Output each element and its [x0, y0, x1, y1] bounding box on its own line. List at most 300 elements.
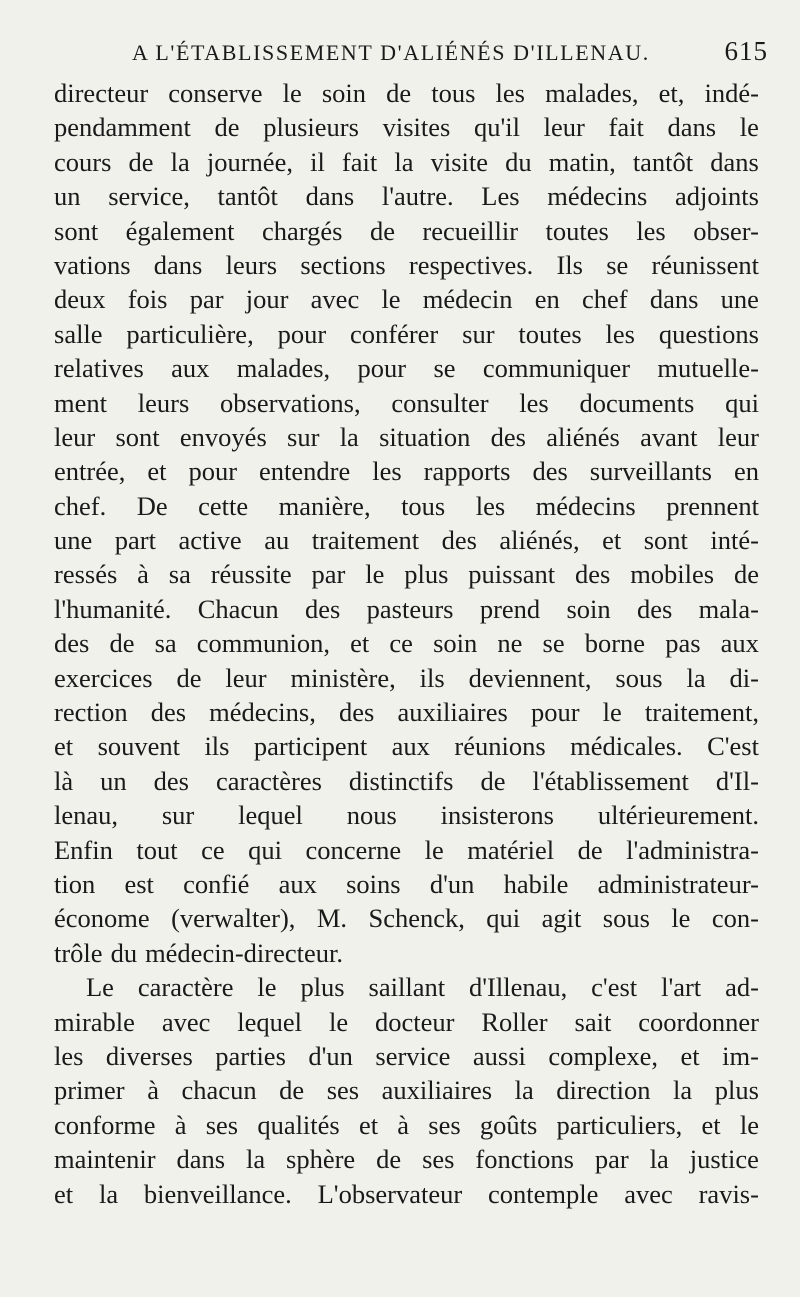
text-line	[54, 454, 759, 488]
word: chacun	[181, 1075, 257, 1106]
word: se	[433, 353, 456, 384]
word: et	[350, 628, 370, 659]
word: sur	[462, 318, 495, 349]
word: l'art	[661, 972, 702, 1003]
text-line	[54, 1177, 759, 1211]
word: avec	[310, 284, 360, 315]
word: service	[375, 1040, 451, 1071]
text-line	[54, 729, 759, 763]
word: prend	[479, 593, 541, 624]
text-line	[54, 110, 759, 144]
word: un	[54, 181, 81, 212]
word: fait	[608, 112, 644, 143]
text-line	[54, 764, 759, 798]
word: de	[214, 112, 240, 143]
word: respectives.	[408, 249, 534, 280]
word: de	[480, 765, 506, 796]
word: par	[311, 559, 346, 590]
word: plus	[404, 559, 449, 590]
word: ses	[326, 1075, 360, 1106]
word: puissant	[468, 559, 556, 590]
word: des	[153, 765, 189, 796]
word: sur	[287, 421, 320, 452]
word: conserve	[168, 78, 263, 108]
word: chef	[582, 284, 628, 315]
word: médecin	[422, 284, 513, 315]
word: tantôt	[632, 146, 694, 177]
word: aussi	[472, 1040, 526, 1071]
word: mala-	[698, 593, 759, 624]
word: avec	[161, 1006, 211, 1037]
word: les	[54, 1040, 84, 1071]
word: le	[671, 903, 691, 934]
word: d'Il-	[715, 765, 759, 796]
word: il	[310, 146, 325, 177]
word: ses	[428, 1109, 461, 1140]
word: participent	[253, 731, 368, 762]
word: à	[137, 559, 149, 590]
word: adjoints	[675, 181, 759, 212]
word: cette	[198, 490, 249, 521]
word: communiquer	[482, 353, 631, 384]
word: Schenck,	[368, 903, 465, 934]
word: ravis-	[698, 1178, 759, 1209]
word: recueillir	[422, 215, 519, 246]
word: les	[636, 215, 666, 246]
word: dans	[176, 1144, 226, 1175]
word: sphère	[286, 1144, 356, 1175]
word: les	[605, 318, 635, 349]
word: bienveillance.	[143, 1178, 292, 1209]
word: mirable	[54, 1006, 135, 1037]
word: le	[365, 559, 385, 590]
word: deviennent,	[468, 662, 592, 693]
word: en	[534, 284, 560, 315]
word: saillant	[368, 972, 446, 1003]
word: à	[147, 1075, 159, 1106]
word: Roller	[481, 1006, 548, 1037]
word: qui	[725, 387, 759, 418]
word: entrée,	[54, 456, 126, 487]
word: leur	[54, 421, 96, 452]
word: diverses	[105, 1040, 193, 1071]
word: envoyés	[179, 421, 267, 452]
word: médecin-directeur.	[145, 937, 343, 968]
word: ce	[201, 834, 225, 865]
word: traitement	[311, 525, 420, 556]
word: communion,	[196, 628, 331, 659]
text-line	[54, 489, 759, 523]
word: directeur	[54, 78, 149, 108]
word: les	[495, 78, 525, 108]
word: habile	[503, 868, 569, 899]
text-line	[54, 420, 759, 454]
word: la	[686, 662, 706, 693]
word: de	[369, 215, 395, 246]
word: vations	[54, 249, 131, 280]
word: ce	[389, 628, 413, 659]
text-line	[54, 798, 759, 832]
word: leurs	[225, 249, 278, 280]
word: (verwalter),	[171, 903, 296, 934]
word: sont	[115, 421, 160, 452]
word: du	[505, 146, 532, 177]
word: sont	[54, 215, 99, 246]
word: tous	[401, 490, 446, 521]
word: Le	[86, 972, 114, 1003]
word: des	[441, 525, 477, 556]
word: con-	[711, 903, 759, 934]
word: conférer	[350, 318, 439, 349]
page-number: 615	[724, 36, 768, 66]
word: par	[594, 1144, 629, 1175]
text-line	[54, 179, 759, 213]
word: chef.	[54, 490, 107, 521]
word: maintenir	[54, 1144, 156, 1175]
text-line	[54, 1073, 759, 1107]
text-line	[54, 626, 759, 660]
text-line	[54, 695, 759, 729]
word: plus	[300, 972, 345, 1003]
word: prennent	[666, 490, 759, 521]
word: lenau,	[54, 800, 119, 831]
word: contemple	[488, 1178, 599, 1209]
word: le	[381, 284, 401, 315]
word: coordonner	[638, 1006, 759, 1037]
word: des	[575, 559, 611, 590]
word: et	[358, 1109, 379, 1140]
word: de	[279, 1075, 305, 1106]
word: de	[577, 834, 603, 865]
word: les	[372, 456, 402, 487]
word: de	[128, 146, 154, 177]
word: pas	[665, 628, 701, 659]
word: direction	[556, 1075, 651, 1106]
word: d'un	[308, 1040, 353, 1071]
word: ministère,	[290, 662, 396, 693]
word: concerne	[305, 834, 402, 865]
word: jour	[245, 284, 289, 315]
word: dans	[667, 112, 717, 143]
word: et	[147, 456, 167, 487]
word: tion	[54, 868, 96, 899]
word: sont	[643, 525, 688, 556]
text-line	[54, 317, 759, 351]
word: inté-	[710, 525, 759, 556]
word: et	[54, 731, 74, 762]
word: à	[174, 1109, 187, 1140]
word: sait	[574, 1006, 612, 1037]
word: administrateur-	[597, 868, 759, 899]
word: avec	[624, 1178, 673, 1209]
word: visites	[382, 112, 451, 143]
word: goûts	[479, 1109, 538, 1140]
text-line	[54, 970, 759, 1004]
word: Les	[481, 181, 520, 212]
word: pour	[357, 353, 407, 384]
word: la	[673, 1075, 693, 1106]
word: le	[257, 972, 277, 1003]
word: M.	[316, 903, 348, 934]
word: des	[150, 697, 187, 728]
word: aliénés	[546, 421, 620, 452]
word: ad-	[725, 972, 759, 1003]
word: de	[176, 662, 202, 693]
word: plus	[714, 1075, 759, 1106]
word: souvent	[97, 731, 180, 762]
word: ses	[422, 1144, 455, 1175]
word: part	[114, 525, 156, 556]
word: aux	[278, 868, 317, 899]
word: c'est	[591, 972, 638, 1003]
word: pasteurs	[366, 593, 454, 624]
word: des	[637, 593, 673, 624]
word: et	[680, 1040, 700, 1071]
text-line	[54, 1039, 759, 1073]
word: leur	[717, 421, 759, 452]
word: fonctions	[475, 1144, 574, 1175]
word: de	[376, 1144, 402, 1175]
word: rection	[54, 697, 128, 728]
word: des	[338, 697, 375, 728]
word: matin,	[548, 146, 616, 177]
word: ils	[419, 662, 445, 693]
word: C'est	[707, 731, 759, 762]
word: se	[606, 249, 629, 280]
word: une	[54, 525, 93, 556]
word: ressés	[54, 559, 118, 590]
word: de	[386, 78, 412, 108]
word: soin	[321, 78, 366, 108]
word: active	[178, 525, 242, 556]
page-header	[96, 34, 768, 70]
text-line	[54, 901, 759, 935]
word: obser-	[693, 215, 759, 246]
word: soin	[566, 593, 611, 624]
word: consulter	[391, 387, 489, 418]
word: ment	[54, 387, 107, 418]
text-line	[54, 76, 759, 110]
text-line	[54, 145, 759, 179]
word: soin	[433, 628, 478, 659]
word: à	[397, 1109, 410, 1140]
word: salle	[54, 318, 103, 349]
text-line	[54, 1142, 759, 1176]
word: sa	[168, 559, 191, 590]
word: réunions	[454, 731, 546, 762]
word: Ils	[556, 249, 583, 280]
text-line	[54, 833, 759, 867]
text-line	[54, 661, 759, 695]
word: toutes	[545, 215, 609, 246]
word: la	[98, 1178, 119, 1209]
word: et,	[658, 78, 685, 108]
word: l'administra-	[626, 834, 759, 865]
text-line	[54, 351, 759, 385]
word: matériel	[467, 834, 555, 865]
word: un	[100, 765, 127, 796]
word: Chacun	[197, 593, 279, 624]
word: service,	[108, 181, 190, 212]
word: et	[602, 525, 622, 556]
word: conforme	[54, 1109, 156, 1140]
word: tous	[431, 78, 476, 108]
word: de	[733, 559, 759, 590]
word: plusieurs	[263, 112, 359, 143]
word: fait	[341, 146, 378, 177]
word: la	[394, 146, 414, 177]
word: primer	[54, 1075, 125, 1106]
word: la	[649, 1144, 669, 1175]
word: pendamment	[54, 112, 191, 143]
word: l'établissement	[532, 765, 689, 796]
word: indé-	[704, 78, 759, 108]
word: particulière,	[126, 318, 254, 349]
text-line	[54, 1005, 759, 1039]
word: dans	[710, 146, 759, 177]
word: confié	[183, 868, 250, 899]
word: le	[739, 1109, 759, 1140]
word: lequel	[238, 800, 303, 831]
word: la	[170, 146, 190, 177]
word: leurs	[137, 387, 190, 418]
word: dans	[649, 284, 699, 315]
word: qu'il	[474, 112, 520, 143]
word: avant	[640, 421, 698, 452]
word: également	[125, 215, 235, 246]
word: traitement,	[644, 697, 759, 728]
word: malades,	[236, 353, 331, 384]
word: l'humanité.	[54, 593, 172, 624]
word: leur	[225, 662, 267, 693]
word: De	[136, 490, 168, 521]
word: d'un	[429, 868, 475, 899]
word: sous	[615, 662, 663, 693]
word: justice	[689, 1144, 759, 1175]
text-line	[54, 1108, 759, 1142]
word: nous	[346, 800, 397, 831]
word: le	[739, 112, 759, 143]
word: en	[733, 456, 759, 487]
word: soins	[346, 868, 401, 899]
word: le	[424, 834, 444, 865]
text-line	[54, 523, 759, 557]
word: une	[720, 284, 759, 315]
word: des	[304, 593, 341, 624]
word: économe	[54, 903, 150, 934]
word: pour	[277, 318, 327, 349]
word: deux	[54, 284, 106, 315]
word: la	[245, 1144, 266, 1175]
word: médecins	[535, 490, 636, 521]
word: sections	[300, 249, 386, 280]
word: des	[532, 456, 568, 487]
word: borne	[584, 628, 646, 659]
word: agit	[541, 903, 582, 934]
word: ultérieurement.	[597, 800, 759, 831]
word: manière,	[278, 490, 371, 521]
word: d'Illenau,	[469, 972, 568, 1003]
word: L'observateur	[317, 1178, 463, 1209]
word: docteur	[374, 1006, 455, 1037]
word: médecins	[547, 181, 648, 212]
word: fois	[127, 284, 168, 315]
word: surveillants	[589, 456, 712, 487]
word: des	[54, 628, 90, 659]
word: insisterons	[440, 800, 554, 831]
word: auxiliaires	[397, 697, 508, 728]
word: les	[475, 490, 506, 521]
word: par	[189, 284, 224, 315]
word: exercices	[54, 662, 153, 693]
word: observations,	[220, 387, 361, 418]
text-line	[54, 592, 759, 626]
word: du	[110, 937, 138, 968]
word: sa	[154, 628, 177, 659]
word: là	[54, 765, 74, 796]
word: se	[542, 628, 565, 659]
word: distinctifs	[348, 765, 454, 796]
word: tout	[136, 834, 178, 865]
word: questions	[658, 318, 759, 349]
word: des	[490, 421, 526, 452]
word: est	[124, 868, 154, 899]
text-line	[54, 248, 759, 282]
word: relatives	[54, 353, 144, 384]
text-line	[54, 557, 759, 591]
word: dans	[305, 181, 355, 212]
word: tantôt	[217, 181, 278, 212]
word: qui	[486, 903, 521, 934]
word: malades,	[545, 78, 639, 108]
word: l'autre.	[381, 181, 454, 212]
word: particuliers,	[556, 1109, 683, 1140]
word: caractère	[137, 972, 234, 1003]
word: ses	[205, 1109, 239, 1140]
word: visite	[430, 146, 488, 177]
text-line	[54, 214, 759, 248]
word: aux	[171, 353, 210, 384]
word: trôle	[54, 937, 103, 968]
word: réunissent	[651, 249, 759, 280]
word: journée,	[206, 146, 293, 177]
word: documents	[579, 387, 695, 418]
word: parties	[215, 1040, 286, 1071]
word: cours	[54, 146, 112, 177]
word: le	[282, 78, 302, 108]
word: Enfin	[54, 834, 113, 865]
word: aux	[391, 731, 430, 762]
word: caractères	[216, 765, 322, 796]
word: les	[519, 387, 549, 418]
word: aliénés,	[499, 525, 580, 556]
word: de	[109, 628, 135, 659]
word: la	[339, 421, 359, 452]
word: sous	[602, 903, 650, 934]
word: sur	[161, 800, 195, 831]
word: le	[602, 697, 622, 728]
running-head: A L'ÉTABLISSEMENT D'ALIÉNÉS D'ILLENAU.	[132, 40, 650, 65]
text-line	[54, 867, 759, 901]
word: ils	[204, 731, 230, 762]
word: im-	[722, 1040, 759, 1071]
word: et	[701, 1109, 721, 1140]
word: médecins,	[209, 697, 316, 728]
word: lequel	[237, 1006, 303, 1037]
word: complexe,	[548, 1040, 659, 1071]
word: et	[54, 1178, 74, 1209]
word: mutuelle-	[657, 353, 759, 384]
